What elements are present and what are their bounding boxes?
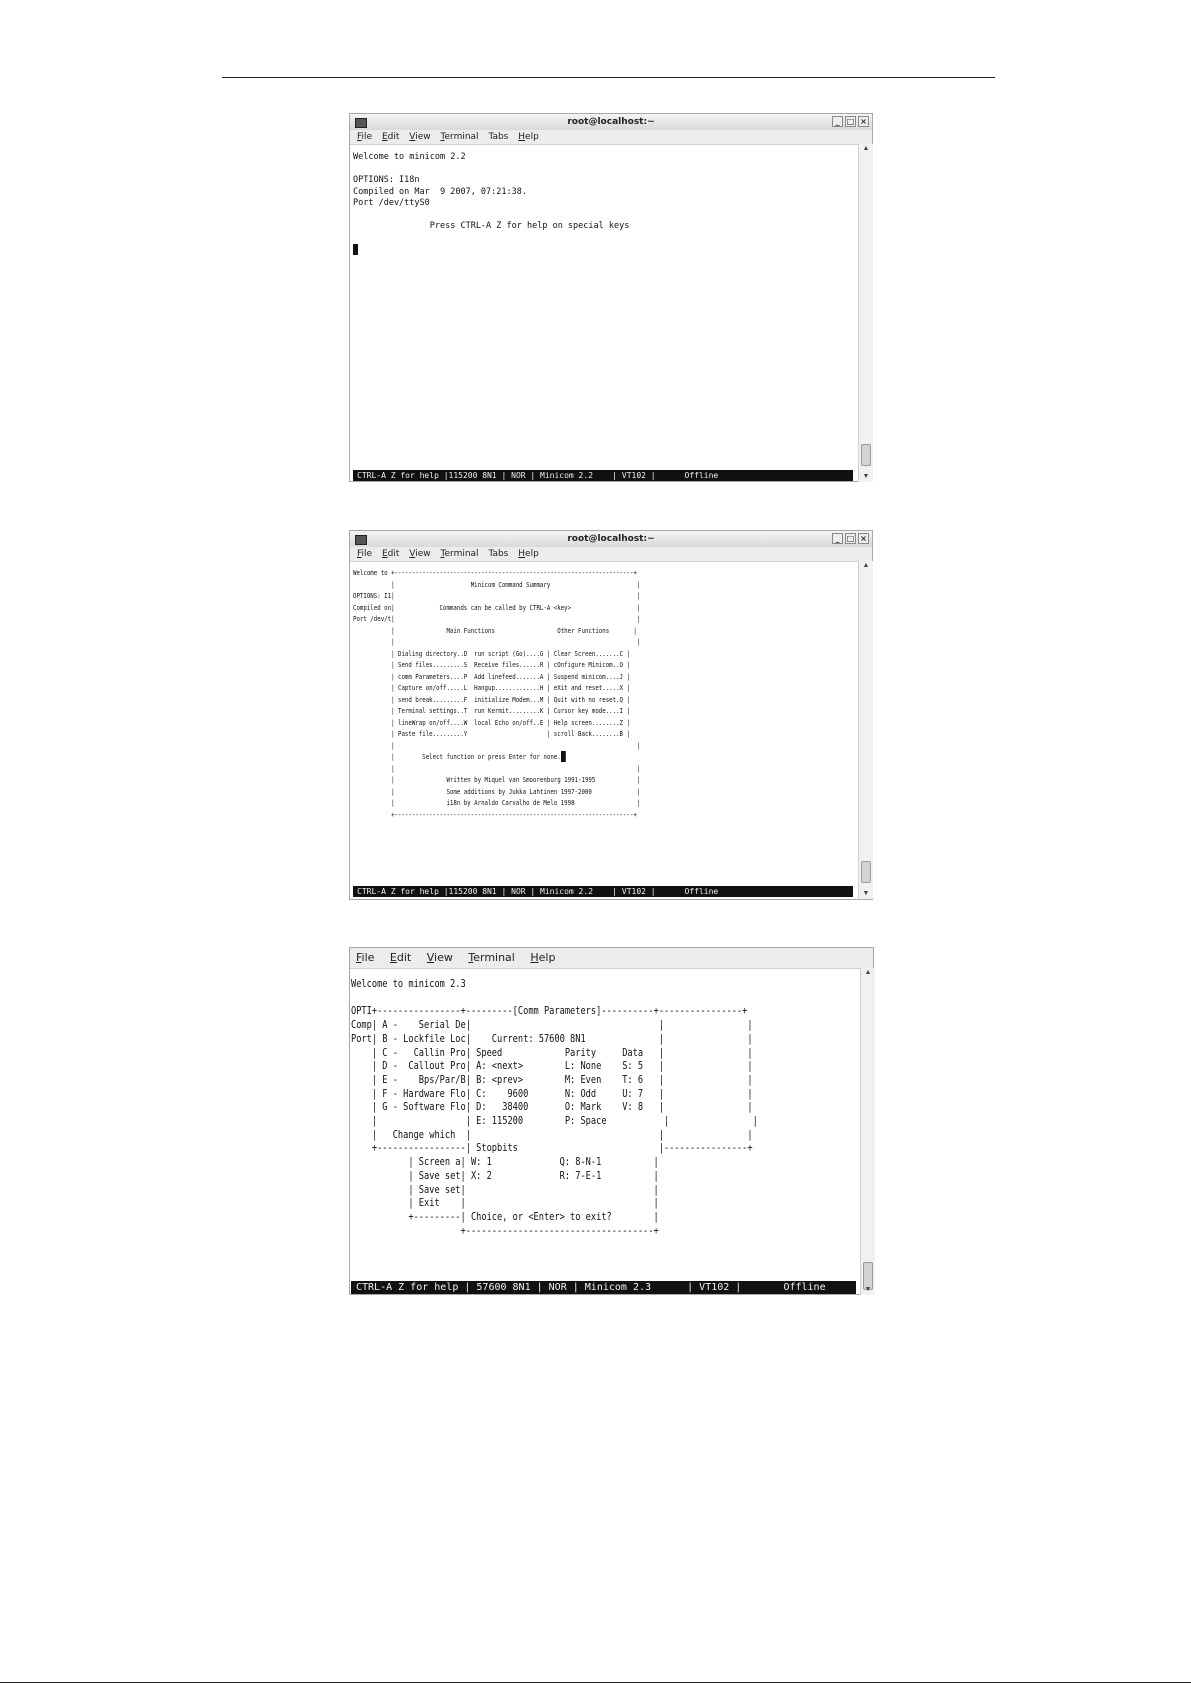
- title-bar: [350, 531, 872, 548]
- menu-view[interactable]: View: [409, 549, 431, 559]
- terminal-line: +---------| Choice, or <Enter> to exit? |: [351, 1210, 659, 1223]
- terminal-line: | |: [353, 637, 641, 646]
- text-cursor: [353, 244, 358, 255]
- scrollbar-thumb[interactable]: [861, 444, 871, 466]
- terminal-area[interactable]: [353, 152, 853, 462]
- close-button[interactable]: ×: [858, 116, 869, 127]
- menu-terminal[interactable]: Terminal: [468, 951, 515, 964]
- menu-tabs[interactable]: Tabs: [488, 132, 509, 142]
- menu-bar: [350, 948, 873, 969]
- terminal-line: | Send files.........S Receive files......R | cOnfigure Minicom..O |: [353, 660, 630, 669]
- menu-file[interactable]: File: [356, 951, 375, 964]
- terminal-line: | Screen a| W: 1 Q: 8-N-1 |: [351, 1156, 659, 1169]
- vertical-scrollbar[interactable]: [858, 561, 873, 899]
- menu-help[interactable]: Help: [518, 549, 539, 559]
- scroll-down-arrow-icon[interactable]: ▼: [862, 473, 870, 480]
- terminal-line: | Save set| |: [351, 1183, 659, 1196]
- menu-file[interactable]: File: [357, 549, 373, 559]
- menu-bar: [350, 130, 872, 145]
- terminal-line: Port /dev/ttyS0: [353, 198, 430, 208]
- terminal-line: Port /dev/t| |: [353, 614, 641, 623]
- menu-tabs[interactable]: Tabs: [488, 549, 509, 559]
- window-title: root@localhost:~: [567, 534, 655, 544]
- menu-edit[interactable]: Edit: [389, 951, 412, 964]
- terminal-line: | lineWrap on/off....W local Echo on/off..E | Help screen........Z |: [353, 717, 630, 727]
- terminal-line: | Save set| X: 2 R: 7-E-1 |: [351, 1169, 659, 1182]
- terminal-line: Compiled on Mar 9 2007, 07:21:38.: [353, 186, 527, 197]
- terminal-line: | Exit | |: [351, 1197, 659, 1210]
- terminal-line: | comm Parameters....P Add linefeed.......A | Suspend minicom....J |: [353, 671, 630, 681]
- title-bar: [350, 114, 872, 131]
- status-bar: CTRL-A Z for help | 57600 8N1 | NOR | Minicom 2.3 | VT102 | Offline: [351, 1281, 856, 1294]
- terminal-line: OPTIONS: I18n: [353, 175, 420, 185]
- scroll-up-arrow-icon[interactable]: ▲: [862, 562, 870, 569]
- menu-edit[interactable]: Edit: [381, 549, 400, 559]
- terminal-line: | i18n by Arnaldo Carvalho de Melo 1998 |: [353, 798, 641, 807]
- status-bar: CTRL-A Z for help |115200 8N1 | NOR | Minicom 2.2 | VT102 | Offline: [353, 470, 853, 481]
- close-button[interactable]: ×: [858, 533, 869, 544]
- terminal-line: | Dialing directory..D run script (Go)....G | Clear Screen.......C |: [353, 648, 630, 658]
- terminal-line: | Written by Miquel van Smoorenburg 1991-1995 |: [353, 775, 641, 784]
- terminal-line: | |: [353, 740, 641, 750]
- menu-help[interactable]: Help: [530, 951, 556, 964]
- status-bar: CTRL-A Z for help |115200 8N1 | NOR | Minicom 2.2 | VT102 | Offline: [353, 886, 853, 897]
- scroll-down-arrow-icon[interactable]: ▼: [862, 890, 870, 897]
- terminal-line: | Capture on/off.....L Hangup.............H | eXit and reset.....X |: [353, 683, 630, 692]
- scroll-down-arrow-icon[interactable]: ▼: [864, 1286, 872, 1293]
- terminal-line: Comp| A - Serial De| | |: [351, 1019, 753, 1032]
- maximize-button[interactable]: □: [846, 117, 855, 126]
- terminal-window-3: [349, 947, 874, 1295]
- vertical-scrollbar[interactable]: [860, 968, 875, 1295]
- terminal-area[interactable]: [353, 567, 853, 883]
- terminal-window-1: [349, 113, 873, 482]
- terminal-line: Port| B - Lockfile Loc| Current: 57600 8N1 | |: [351, 1032, 753, 1045]
- scrollbar-thumb[interactable]: [861, 861, 871, 883]
- terminal-area[interactable]: [351, 978, 856, 1237]
- page-bottom-rule: [0, 1682, 1191, 1683]
- menu-view[interactable]: View: [409, 132, 431, 142]
- menu-help[interactable]: Help: [518, 132, 539, 142]
- terminal-line: Press CTRL-A Z for help on special keys: [353, 221, 630, 231]
- terminal-line: +------------------------------------+: [351, 1224, 659, 1237]
- terminal-line: OPTI+----------------+---------[Comm Parameters]----------+----------------+: [351, 1005, 748, 1018]
- terminal-line: Welcome to minicom 2.3: [351, 978, 466, 990]
- terminal-line: +---------------------------------------------------------------------+: [353, 809, 637, 819]
- terminal-line: OPTIONS: I1| |: [353, 591, 641, 600]
- menu-edit[interactable]: Edit: [381, 132, 400, 142]
- terminal-line: | |: [353, 763, 641, 773]
- menu-terminal[interactable]: Terminal: [440, 132, 479, 142]
- terminal-line: | E - Bps/Par/B| B: <prev> M: Even T: 6 | |: [351, 1073, 753, 1086]
- terminal-line: | Minicom Command Summary |: [353, 579, 641, 589]
- terminal-line: | | E: 115200 P: Space | |: [351, 1115, 758, 1128]
- terminal-line: | G - Software Flo| D: 38400 O: Mark V: 8 | |: [351, 1101, 753, 1114]
- terminal-line: | F - Hardware Flo| C: 9600 N: Odd U: 7 | |: [351, 1087, 753, 1100]
- minimize-button[interactable]: _: [832, 533, 843, 544]
- terminal-line: Compiled on| Commands can be called by CTRL-A <key> |: [353, 602, 641, 612]
- menu-terminal[interactable]: Terminal: [440, 549, 479, 559]
- menu-bar: [350, 547, 872, 562]
- window-title: root@localhost:~: [567, 117, 655, 127]
- terminal-app-icon: [355, 535, 367, 545]
- terminal-line: | Some additions by Jukka Lahtinen 1997-2000 |: [353, 786, 641, 796]
- page-top-rule: [222, 77, 995, 78]
- terminal-line: | Select function or press Enter for none.: [353, 752, 561, 761]
- terminal-line: Welcome to +---------------------------------------------------------------------+: [353, 568, 637, 577]
- terminal-app-icon: [355, 118, 367, 128]
- terminal-line: +-----------------| Stopbits |----------------+: [351, 1142, 753, 1155]
- scroll-up-arrow-icon[interactable]: ▲: [864, 969, 872, 976]
- menu-file[interactable]: File: [357, 132, 373, 142]
- terminal-line: | Terminal settings..T run Kermit.........K | Cursor key mode....I |: [353, 706, 630, 715]
- menu-view[interactable]: View: [426, 951, 453, 964]
- terminal-line: | send break.........F initialize Modem...M | Quit with no reset.Q |: [353, 694, 630, 704]
- scroll-up-arrow-icon[interactable]: ▲: [862, 145, 870, 152]
- vertical-scrollbar[interactable]: [858, 144, 873, 482]
- terminal-line: | Paste file.........Y | scroll Back........B |: [353, 729, 630, 738]
- terminal-line: Welcome to minicom 2.2: [353, 152, 466, 162]
- terminal-line: | D - Callout Pro| A: <next> L: None S: 5 | |: [351, 1060, 753, 1073]
- terminal-line: | Main Functions Other Functions |: [353, 625, 637, 635]
- terminal-line: | Change which | | |: [351, 1128, 753, 1141]
- terminal-window-2: [349, 530, 873, 900]
- terminal-line: | C - Callin Pro| Speed Parity Data | |: [351, 1046, 753, 1059]
- maximize-button[interactable]: □: [846, 534, 855, 543]
- minimize-button[interactable]: _: [832, 116, 843, 127]
- text-cursor: [561, 751, 566, 762]
